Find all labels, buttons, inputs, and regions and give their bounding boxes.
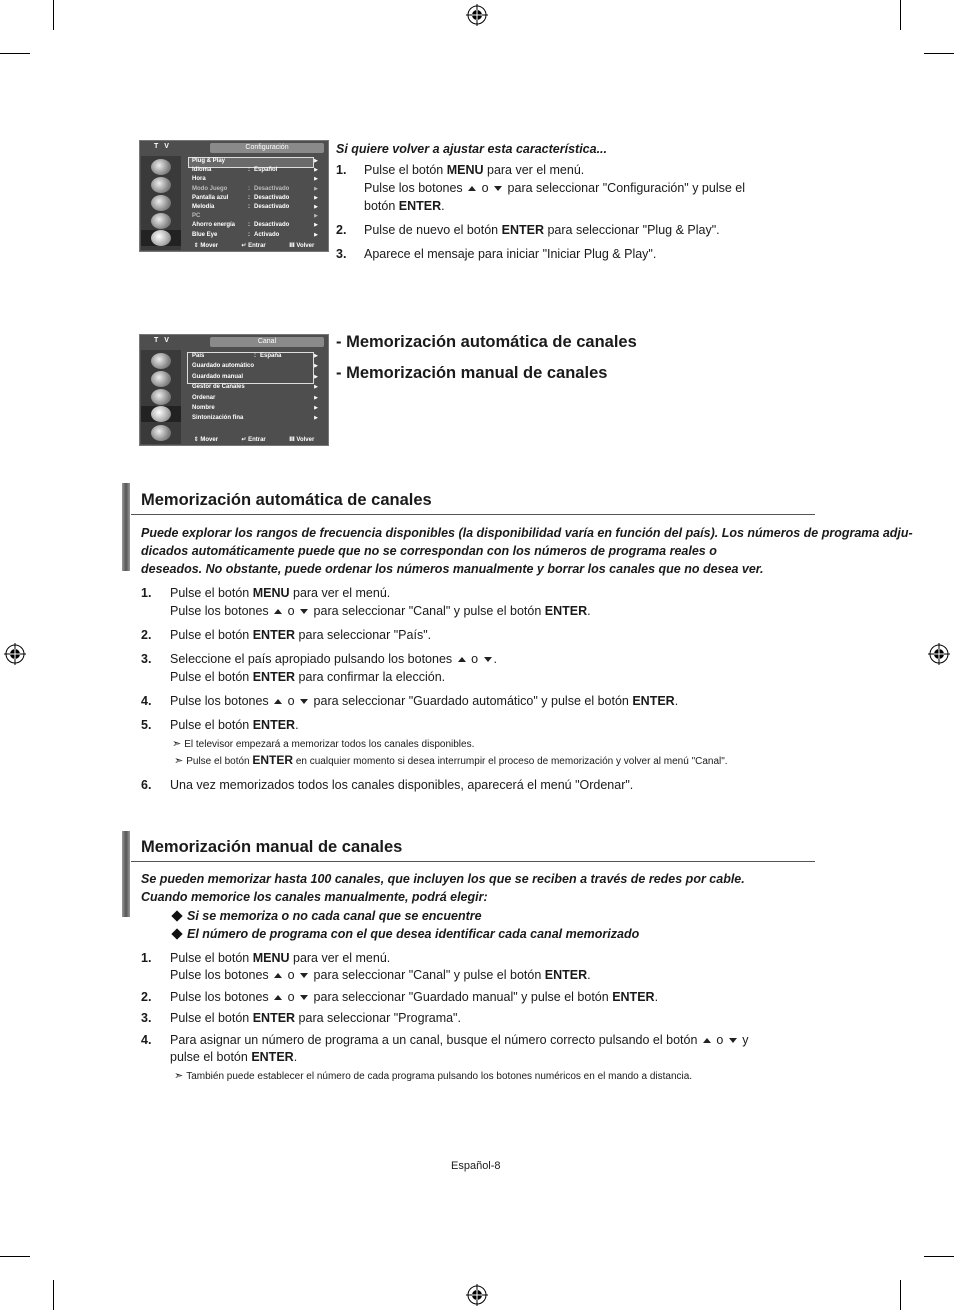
- up-arrow-icon: [274, 973, 282, 978]
- menu-item[interactable]: Hora ▶: [192, 176, 318, 183]
- step-number: 2.: [141, 990, 152, 1004]
- up-arrow-icon: [274, 699, 282, 704]
- step-text: Para asignar un número de programa a un canal, busque el número correcto pulsando el botón o y: [170, 1033, 749, 1047]
- step-text: Pulse el botón MENU para ver el menú.: [170, 586, 391, 600]
- section-rule: [131, 861, 815, 862]
- menu-footer: [182, 240, 326, 250]
- menu-list: [188, 352, 324, 425]
- down-arrow-icon: [484, 657, 492, 662]
- step-text: Pulse los botones o para seleccionar "Canal" y pulse el botón ENTER.: [170, 968, 591, 982]
- settings-icon: [151, 213, 171, 229]
- step-number: 4.: [141, 694, 152, 708]
- note: ➣ También puede establecer el número de cada programa pulsando los botones numéricos en el mando a distancia.: [174, 1070, 693, 1082]
- menu-list: [188, 157, 324, 240]
- step-text: Pulse los botones o para seleccionar "Guardado automático" y pulse el botón ENTER.: [170, 694, 679, 708]
- menu-item[interactable]: País : España ▶: [192, 353, 318, 359]
- down-arrow-icon: [300, 973, 308, 978]
- tv-menu-canal: [139, 334, 329, 446]
- step-number: 1.: [336, 163, 347, 177]
- step-text: Pulse el botón ENTER para seleccionar "País".: [170, 628, 432, 642]
- up-arrow-icon: [274, 609, 282, 614]
- menu-sidebar: [141, 350, 181, 444]
- satellite-icon: [151, 406, 171, 422]
- section-bar: [122, 831, 130, 917]
- step-number: 3.: [141, 652, 152, 666]
- diamond-bullet-icon: [171, 910, 182, 921]
- intro-step-1-line2: Pulse los botones o para seleccionar "Configuración" y pulse el: [364, 181, 746, 195]
- registration-mark-icon: [466, 4, 488, 26]
- step-number: 6.: [141, 778, 152, 792]
- step-text: Pulse los botones o para seleccionar "Guardado manual" y pulse el botón ENTER.: [170, 990, 659, 1004]
- crop-mark: [53, 0, 54, 30]
- registration-mark-icon: [928, 643, 950, 665]
- intro-heading: Si quiere volver a ajustar esta característica...: [336, 142, 607, 156]
- section-title: Memorización manual de canales: [141, 838, 403, 856]
- menu-item[interactable]: Idioma : Español ▶: [192, 167, 318, 174]
- up-arrow-icon: [703, 1038, 711, 1043]
- channel-icon: [151, 389, 171, 405]
- section-bar: [122, 483, 130, 571]
- link-auto-memorization[interactable]: - Memorización automática de canales: [336, 333, 637, 351]
- step-number: 4.: [141, 1033, 152, 1047]
- crop-mark: [0, 1256, 30, 1257]
- menu-item[interactable]: Melodía : Desactivado ▶: [192, 203, 318, 210]
- channel-icon: [151, 195, 171, 211]
- menu-item[interactable]: Guardado automático ▶: [192, 363, 318, 370]
- section-rule: [131, 514, 815, 515]
- step-number: 1.: [141, 586, 152, 600]
- bullet-item: Si se memoriza o no cada canal que se encuentre: [173, 907, 482, 925]
- registration-mark-icon: [4, 643, 26, 665]
- down-arrow-icon: [300, 995, 308, 1000]
- menu-title: Canal: [210, 337, 324, 347]
- enter-hint: ↵ Entrar: [241, 242, 266, 249]
- section-title: Memorización automática de canales: [141, 491, 432, 509]
- menu-item[interactable]: Gestor de Canales ▶: [192, 384, 318, 391]
- back-hint: Ⅲ Volver: [289, 436, 315, 443]
- note: ➣ Pulse el botón ENTER en cualquier momento si desea interrumpir el proceso de memorización y volver al menú "Canal".: [174, 753, 728, 767]
- crop-mark: [53, 1280, 54, 1310]
- section-intro: Se pueden memorizar hasta 100 canales, que incluyen los que se reciben a través de redes por cable.: [141, 872, 745, 886]
- step-number: 5.: [141, 718, 152, 732]
- menu-item[interactable]: Modo Juego : Desactivado ▶: [192, 185, 318, 192]
- menu-item[interactable]: Blue Eye : Activado ▶: [192, 231, 318, 238]
- menu-item[interactable]: Guardado manual ▶: [192, 373, 318, 380]
- step-text: Seleccione el país apropiado pulsando los botones o .: [170, 652, 498, 666]
- page-number: Español-8: [451, 1160, 501, 1172]
- bullet-item: El número de programa con el que desea identificar cada canal memorizado: [173, 925, 639, 943]
- step-text: Pulse el botón ENTER para confirmar la elección.: [170, 670, 446, 684]
- back-hint: Ⅲ Volver: [289, 242, 315, 249]
- intro-step-1-line3: botón ENTER.: [364, 199, 445, 213]
- gear-icon: [151, 230, 171, 246]
- section-intro: Cuando memorice los canales manualmente, podrá elegir:: [141, 890, 488, 904]
- gear-icon: [151, 425, 171, 441]
- step-text: Pulse los botones o para seleccionar "Canal" y pulse el botón ENTER.: [170, 604, 591, 618]
- picture-icon: [151, 353, 171, 369]
- crop-mark: [924, 53, 954, 54]
- down-arrow-icon: [300, 699, 308, 704]
- menu-footer: [182, 434, 326, 444]
- step-number: 2.: [336, 223, 347, 237]
- note-pointer-icon: ➣: [174, 1070, 184, 1082]
- note: ➣ El televisor empezará a memorizar todos los canales disponibles.: [172, 738, 475, 750]
- menu-item[interactable]: Ahorro energía : Desactivado ▶: [192, 222, 318, 229]
- up-arrow-icon: [468, 186, 476, 191]
- tv-label: T V: [154, 143, 171, 150]
- section-intro: dicados automáticamente puede que no se correspondan con los números de programa reales o: [141, 544, 717, 558]
- enter-hint: ↵ Entrar: [241, 436, 266, 443]
- move-hint: ⇕ Mover: [193, 436, 219, 443]
- down-arrow-icon: [729, 1038, 737, 1043]
- menu-item[interactable]: Ordenar ▶: [192, 394, 318, 401]
- sound-icon: [151, 177, 171, 193]
- intro-step-2: Pulse de nuevo el botón ENTER para seleccionar "Plug & Play".: [364, 223, 720, 237]
- step-number: 2.: [141, 628, 152, 642]
- step-text: Pulse el botón ENTER para seleccionar "Programa".: [170, 1011, 461, 1025]
- down-arrow-icon: [494, 186, 502, 191]
- section-intro: deseados. No obstante, puede ordenar los números manualmente y borrar los canales que no desea ver.: [141, 562, 764, 576]
- crop-mark: [900, 0, 901, 30]
- registration-mark-icon: [466, 1284, 488, 1306]
- menu-item[interactable]: Sintonización fina ▶: [192, 415, 318, 422]
- sound-icon: [151, 371, 171, 387]
- section-intro: Puede explorar los rangos de frecuencia disponibles (la disponibilidad varía en función del país). Los números de programa adju-: [141, 526, 913, 540]
- step-text: Una vez memorizados todos los canales disponibles, aparecerá el menú "Ordenar".: [170, 778, 634, 792]
- intro-step-1: Pulse el botón MENU para ver el menú.: [364, 163, 585, 177]
- crop-mark: [900, 1280, 901, 1310]
- menu-title: Configuración: [210, 143, 324, 153]
- tv-label: T V: [154, 337, 171, 344]
- step-text: Pulse el botón MENU para ver el menú.: [170, 951, 391, 965]
- crop-mark: [0, 53, 30, 54]
- step-number: 1.: [141, 951, 152, 965]
- menu-item[interactable]: PC ▶: [192, 213, 318, 220]
- menu-item[interactable]: Plug & Play ▶: [192, 158, 318, 164]
- menu-item[interactable]: Pantalla azul : Desactivado ▶: [192, 194, 318, 201]
- up-arrow-icon: [274, 995, 282, 1000]
- link-manual-memorization[interactable]: - Memorización manual de canales: [336, 364, 608, 382]
- menu-sidebar: [141, 156, 181, 250]
- step-number: 3.: [336, 247, 347, 261]
- menu-item[interactable]: Nombre ▶: [192, 404, 318, 411]
- step-text: pulse el botón ENTER.: [170, 1050, 298, 1064]
- up-arrow-icon: [458, 657, 466, 662]
- move-hint: ⇕ Mover: [193, 242, 219, 249]
- step-number: 3.: [141, 1011, 152, 1025]
- down-arrow-icon: [300, 609, 308, 614]
- note-pointer-icon: ➣: [174, 755, 184, 767]
- intro-step-3: Aparece el mensaje para iniciar "Iniciar Plug & Play".: [364, 247, 657, 261]
- step-text: Pulse el botón ENTER.: [170, 718, 299, 732]
- note-pointer-icon: ➣: [172, 738, 182, 750]
- tv-menu-configuracion: [139, 140, 329, 252]
- diamond-bullet-icon: [171, 928, 182, 939]
- picture-icon: [151, 159, 171, 175]
- crop-mark: [924, 1256, 954, 1257]
